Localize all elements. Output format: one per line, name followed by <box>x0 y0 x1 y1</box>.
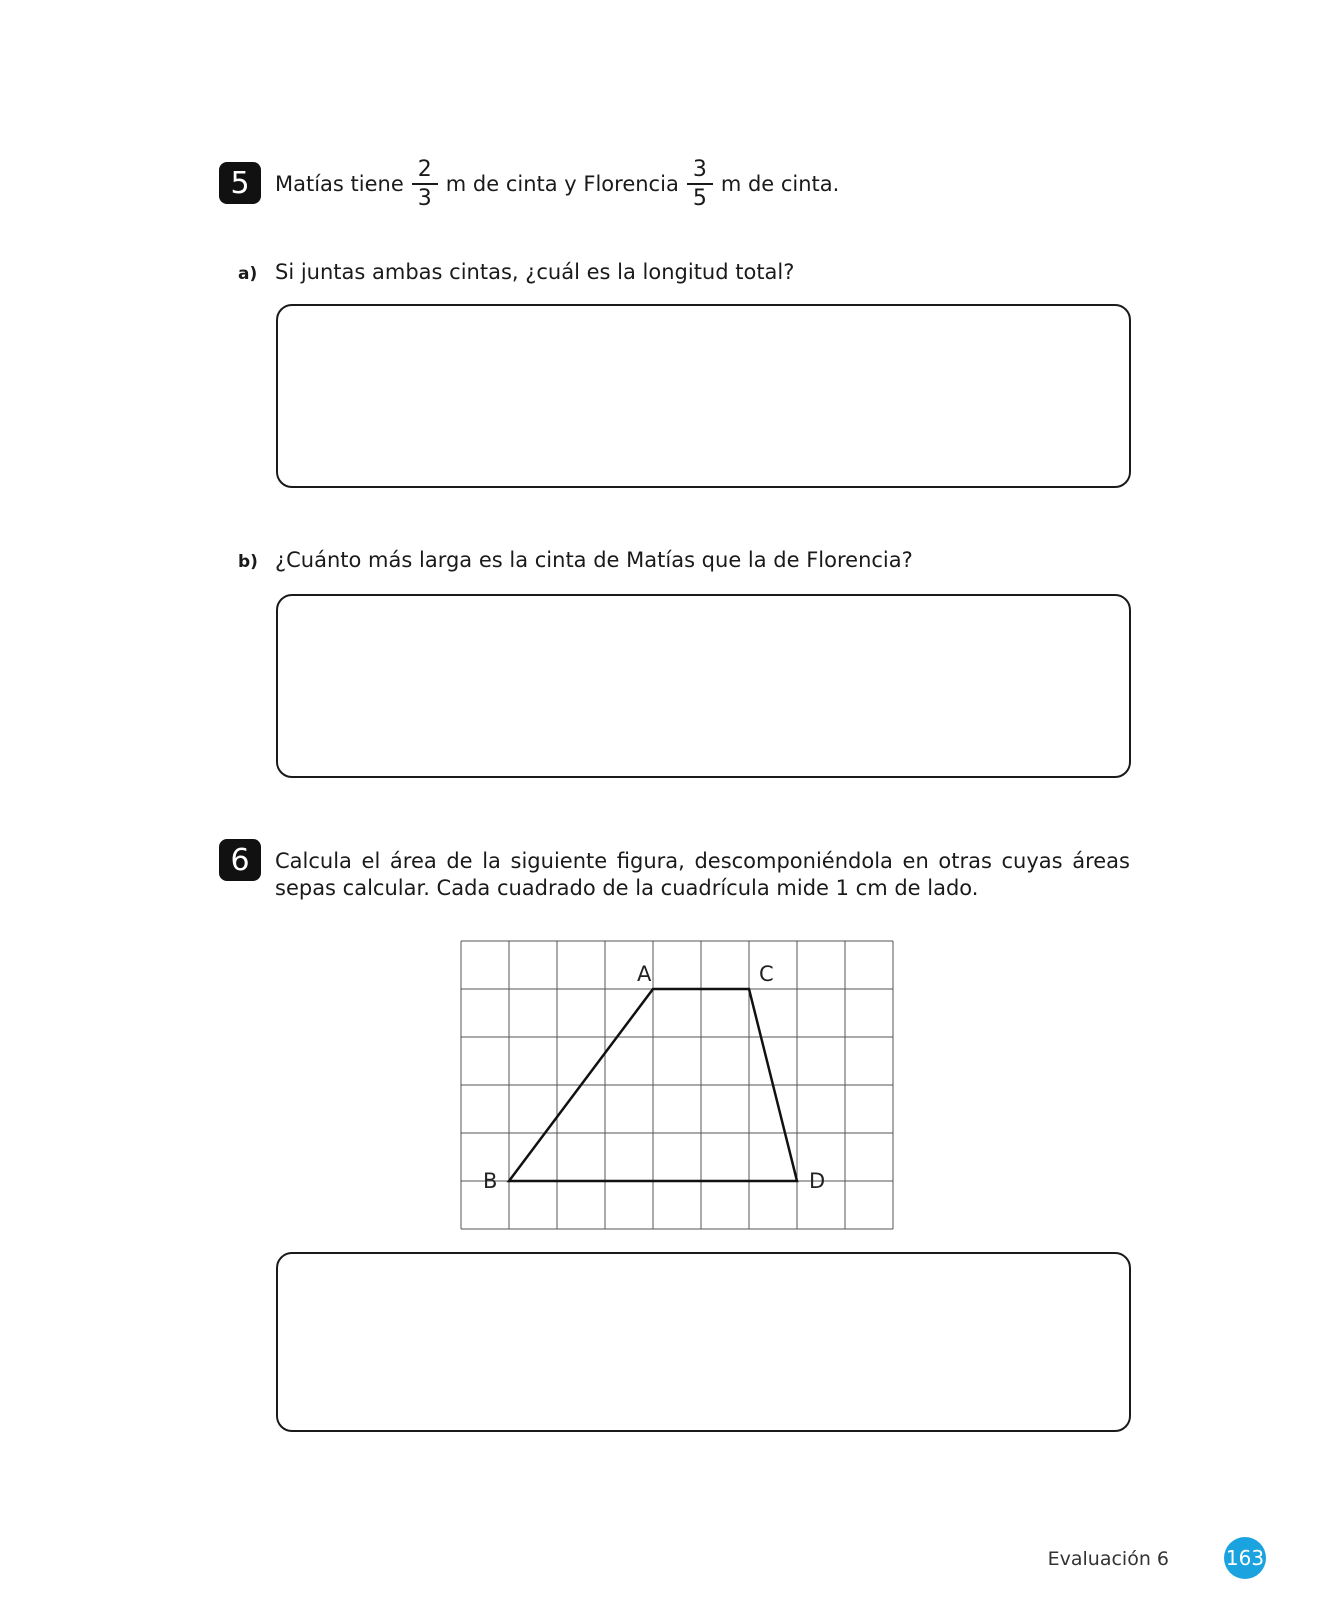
fraction-numerator: 3 <box>692 156 707 182</box>
part-a-label: a) <box>238 264 258 284</box>
part-b-label: b) <box>238 552 258 572</box>
trapezoid-figure <box>460 940 900 1244</box>
answer-box-6[interactable] <box>276 1252 1131 1432</box>
statement-part-1: Matías tiene <box>275 172 404 196</box>
vertex-label-d: D <box>809 1169 826 1193</box>
grid-figure-svg <box>460 940 900 1240</box>
part-b-question: ¿Cuánto más larga es la cinta de Matías que la de Florencia? <box>275 548 913 572</box>
footer-section-label: Evaluación 6 <box>1047 1548 1169 1570</box>
fraction-denominator: 3 <box>417 186 432 211</box>
vertex-label-c: C <box>759 962 774 986</box>
vertex-label-a: A <box>637 962 652 986</box>
exercise-5-number: 5 <box>219 162 261 204</box>
fraction-bar <box>687 183 713 185</box>
statement-part-2: m de cinta y Florencia <box>445 172 679 196</box>
fraction-denominator: 5 <box>692 186 707 211</box>
fraction-three-fifths <box>687 158 713 210</box>
answer-box-a[interactable] <box>276 304 1131 488</box>
statement-part-3: m de cinta. <box>720 172 840 196</box>
fraction-numerator: 2 <box>417 156 432 182</box>
exercise-5-statement <box>275 155 839 213</box>
part-a-question: Si juntas ambas cintas, ¿cuál es la longitud total? <box>275 260 795 284</box>
answer-box-b[interactable] <box>276 594 1131 778</box>
fraction-two-thirds <box>412 158 438 210</box>
exercise-6-statement: Calcula el área de la siguiente figura, descomponiéndola en otras cuyas áreas sepas calcular. Cada cuadrado de la cuadrícula mide 1 cm de lado. <box>275 849 1130 900</box>
page-number-badge: 163 <box>1224 1537 1266 1579</box>
vertex-label-b: B <box>483 1169 498 1193</box>
fraction-bar <box>412 183 438 185</box>
exercise-6-number: 6 <box>219 839 261 881</box>
